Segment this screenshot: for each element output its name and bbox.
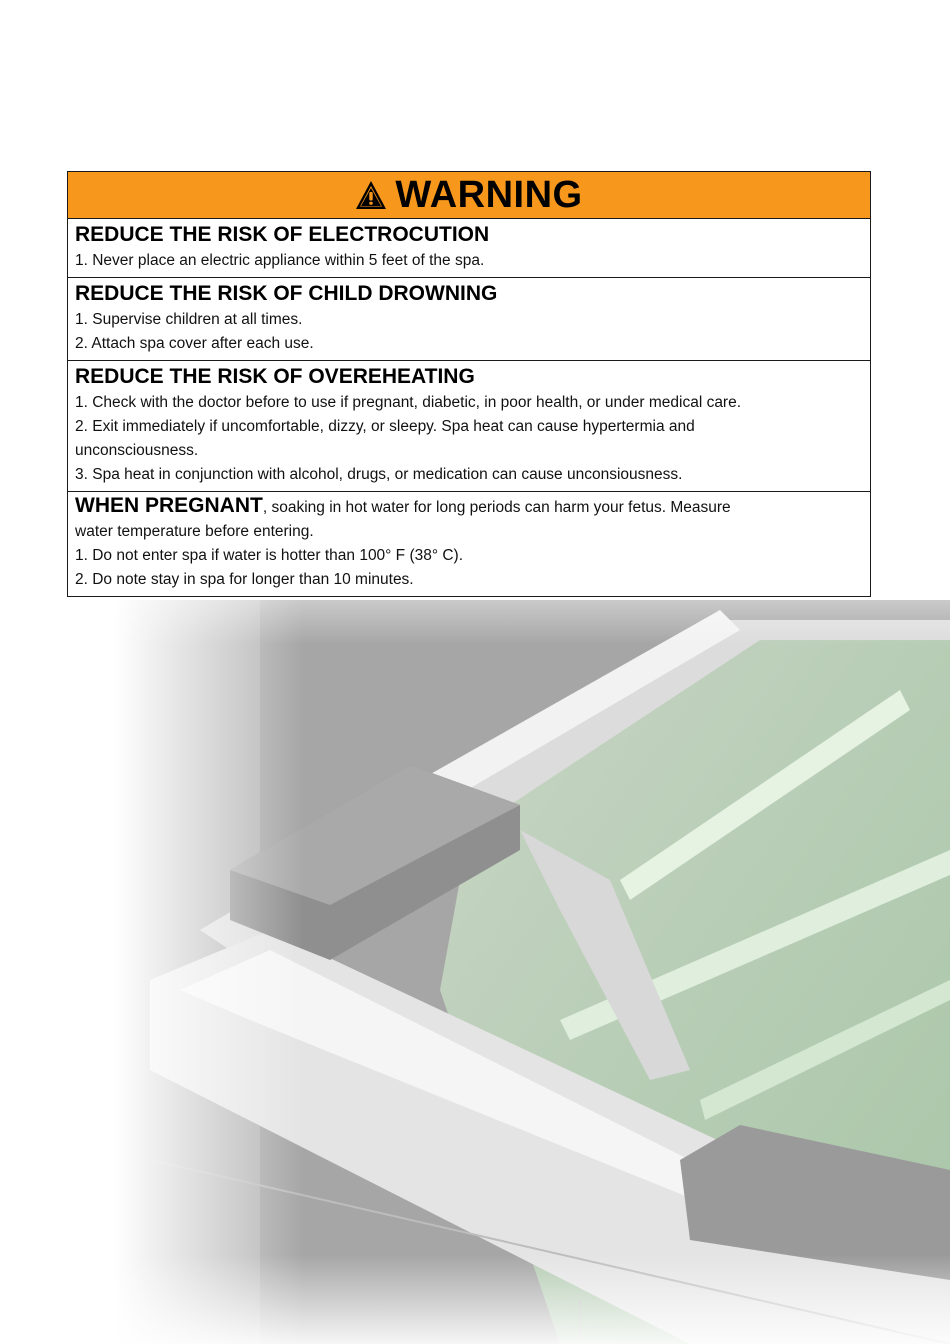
spa-photo [0,600,950,1344]
warning-title: WARNING [395,174,583,216]
section-line: 1. Do not enter spa if water is hotter than 100° F (38° C). [75,547,464,564]
section-line: 1. Supervise children at all times. [75,311,303,328]
section-overheating [68,361,870,492]
section-line [75,494,864,520]
warning-header [68,172,870,219]
warning-label [67,171,871,597]
section-line: 2. Do note stay in spa for longer than 10 minutes. [75,571,414,588]
section-child-drowning [68,278,870,361]
section-heading: REDUCE THE RISK OF CHILD DROWNING [75,282,498,305]
section-heading: REDUCE THE RISK OF ELECTROCUTION [75,223,490,246]
warning-triangle-icon [355,180,387,210]
section-electrocution [68,219,870,278]
section-line: 3. Spa heat in conjunction with alcohol, drugs, or medication can cause unconsiousness. [75,466,683,483]
section-line: 2. Exit immediately if uncomfortable, dizzy, or sleepy. Spa heat can cause hypertermia and [75,418,695,435]
section-line: water temperature before entering. [75,523,314,540]
section-pregnant [68,492,870,596]
section-line: unconsciousness. [75,442,199,459]
section-line: 1. Check with the doctor before to use if pregnant, diabetic, in poor health, or under medical care. [75,394,742,411]
section-line: 2. Attach spa cover after each use. [75,335,314,352]
section-heading: WHEN PREGNANT [75,494,263,517]
section-heading-suffix: , soaking in hot water for long periods can harm your fetus. Measure [262,499,731,516]
section-heading: REDUCE THE RISK OF OVEREHEATING [75,365,475,388]
section-line: 1. Never place an electric appliance within 5 feet of the spa. [75,252,485,269]
